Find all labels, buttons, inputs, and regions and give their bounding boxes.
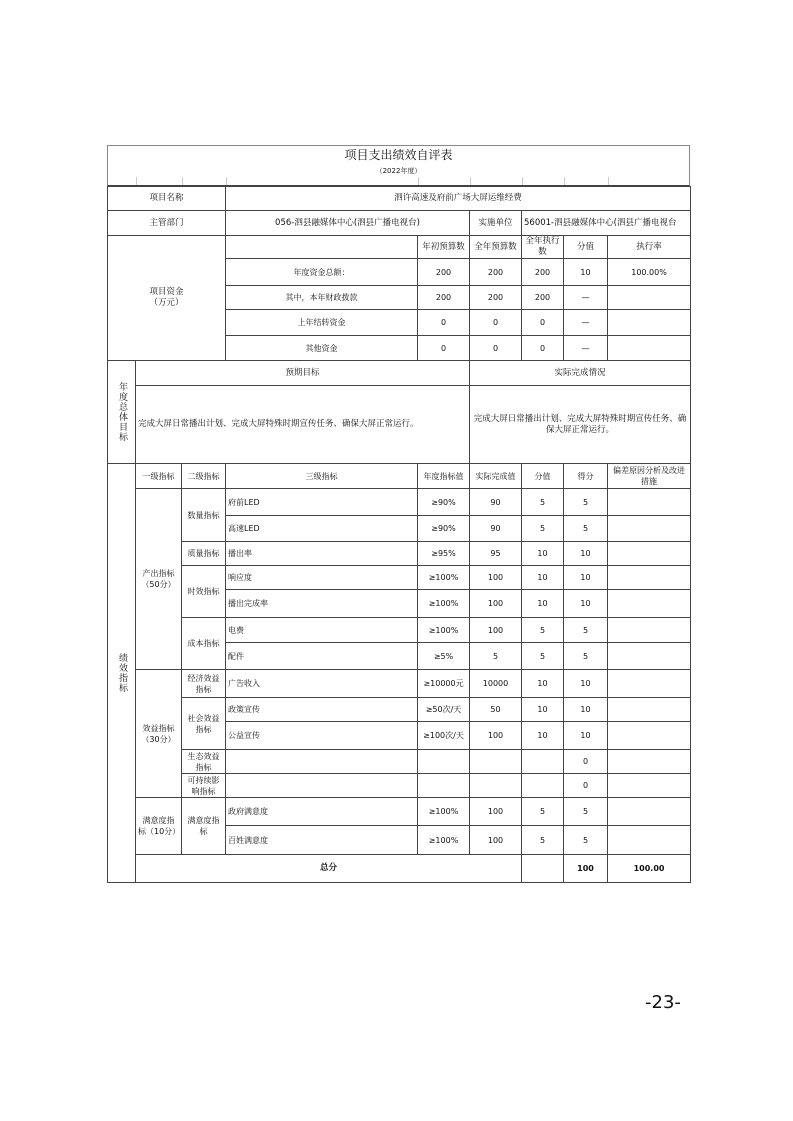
indicator-header: 二级指标 — [182, 464, 226, 489]
score-value: 5 — [522, 618, 564, 643]
indicator-header: 三级指标 — [226, 464, 418, 489]
total-blank — [522, 855, 564, 883]
score-value — [522, 750, 564, 774]
funds-row-name: 上年结转资金 — [226, 310, 418, 336]
got-value: 5 — [564, 618, 608, 643]
funds-cell: 200 — [418, 259, 470, 286]
target-value: ≥90% — [418, 516, 470, 542]
page-number: -23- — [645, 992, 681, 1013]
deviation-cell — [608, 489, 691, 516]
score-value: 5 — [522, 798, 564, 826]
target-value — [418, 774, 470, 798]
target-value — [418, 750, 470, 774]
deviation-cell — [608, 798, 691, 826]
target-value: ≥100% — [418, 618, 470, 643]
got-value: 10 — [564, 698, 608, 722]
level3-name: 百姓满意度 — [226, 826, 418, 855]
funds-cell: 0 — [522, 336, 564, 361]
level3-name: 播出率 — [226, 542, 418, 566]
indicator-header: 偏差原因分析及改进措施 — [608, 464, 691, 489]
indicators-side-label: 绩效指标 — [108, 464, 136, 883]
dept-value: 056-泗县融媒体中心(泗县广播电视台) — [226, 211, 470, 236]
deviation-cell — [608, 566, 691, 590]
deviation-cell — [608, 826, 691, 855]
actual-value: 100 — [470, 826, 522, 855]
funds-cell: 200 — [470, 286, 522, 310]
score-value: 10 — [522, 670, 564, 698]
deviation-cell — [608, 750, 691, 774]
indicator-header: 分值 — [522, 464, 564, 489]
total-got: 100.00 — [608, 855, 691, 883]
score-value — [522, 774, 564, 798]
level2-economic: 经济效益 指标 — [182, 670, 226, 698]
funds-cell: 200 — [522, 259, 564, 286]
got-value: 5 — [564, 798, 608, 826]
funds-cell: 0 — [522, 310, 564, 336]
level2-social: 社会效益 指标 — [182, 698, 226, 750]
actual-goal-label: 实际完成情况 — [470, 361, 691, 386]
impl-label: 实施单位 — [470, 211, 522, 236]
score-value: 10 — [522, 542, 564, 566]
evaluation-sheet — [107, 145, 690, 883]
deviation-cell — [608, 542, 691, 566]
score-value: 5 — [522, 489, 564, 516]
score-value: 5 — [522, 516, 564, 542]
sheet-year: （2022年度） — [107, 165, 690, 177]
expected-goal-label: 预期目标 — [136, 361, 470, 386]
level3-name: 播出完成率 — [226, 590, 418, 618]
funds-row-name: 其中，本年财政拨款 — [226, 286, 418, 310]
got-value: 5 — [564, 516, 608, 542]
deviation-cell — [608, 670, 691, 698]
funds-cell — [608, 286, 691, 310]
actual-value: 10000 — [470, 670, 522, 698]
level3-name: 电费 — [226, 618, 418, 643]
target-value: ≥100% — [418, 566, 470, 590]
actual-value: 95 — [470, 542, 522, 566]
got-value: 10 — [564, 722, 608, 750]
deviation-cell — [608, 516, 691, 542]
level1-satisfaction: 满意度指 标（10分） — [136, 798, 182, 855]
funds-cell: 0 — [418, 310, 470, 336]
level1-output: 产出指标 （50分） — [136, 489, 182, 670]
funds-cell: 0 — [470, 310, 522, 336]
deviation-cell — [608, 698, 691, 722]
actual-value: 100 — [470, 618, 522, 643]
got-value: 5 — [564, 826, 608, 855]
funds-cell: 0 — [418, 336, 470, 361]
level3-name: 广告收入 — [226, 670, 418, 698]
got-value: 10 — [564, 590, 608, 618]
funds-header: 全年预算数 — [470, 236, 522, 259]
funds-cell: 200 — [470, 259, 522, 286]
score-value: 10 — [522, 590, 564, 618]
actual-value: 90 — [470, 516, 522, 542]
level3-name: 政策宣传 — [226, 698, 418, 722]
impl-value: 56001-泗县融媒体中心(泗县广播电视台 — [522, 211, 691, 236]
level3-name: 政府满意度 — [226, 798, 418, 826]
funds-cell: — — [564, 286, 608, 310]
funds-header: 年初预算数 — [418, 236, 470, 259]
total-label: 总分 — [136, 855, 522, 883]
deviation-cell — [608, 590, 691, 618]
indicator-header: 实际完成值 — [470, 464, 522, 489]
funds-cell: 100.00% — [608, 259, 691, 286]
goals-side-label: 年度总体目标 — [108, 361, 136, 464]
target-value: ≥5% — [418, 643, 470, 670]
target-value: ≥50次/天 — [418, 698, 470, 722]
funds-header-blank — [226, 236, 418, 259]
level3-name: 响应度 — [226, 566, 418, 590]
actual-value: 100 — [470, 798, 522, 826]
level2-quality: 质量指标 — [182, 542, 226, 566]
target-value: ≥100% — [418, 590, 470, 618]
score-value: 10 — [522, 566, 564, 590]
deviation-cell — [608, 618, 691, 643]
funds-row-name: 年度资金总额： — [226, 259, 418, 286]
target-value: ≥100% — [418, 798, 470, 826]
level3-name: 公益宣传 — [226, 722, 418, 750]
level3-name: 配件 — [226, 643, 418, 670]
funds-cell — [608, 310, 691, 336]
got-value: 10 — [564, 670, 608, 698]
got-value: 5 — [564, 643, 608, 670]
total-score: 100 — [564, 855, 608, 883]
funds-cell: 10 — [564, 259, 608, 286]
target-value: ≥100% — [418, 826, 470, 855]
funds-header: 分值 — [564, 236, 608, 259]
score-value: 10 — [522, 722, 564, 750]
sheet-title: 项目支出绩效自评表 — [107, 145, 690, 165]
actual-value — [470, 774, 522, 798]
actual-value: 90 — [470, 489, 522, 516]
level2-quantity: 数量指标 — [182, 489, 226, 542]
funds-cell — [608, 336, 691, 361]
expected-goal-text: 完成大屏日常播出计划、完成大屏特殊时期宣传任务、确保大屏正常运行。 — [136, 386, 470, 464]
actual-value: 50 — [470, 698, 522, 722]
got-value: 0 — [564, 774, 608, 798]
spreadsheet-grid-row — [107, 177, 690, 186]
funds-cell: — — [564, 310, 608, 336]
level2-timeliness: 时效指标 — [182, 566, 226, 618]
level3-name: 府前LED — [226, 489, 418, 516]
funds-header: 全年执行数 — [522, 236, 564, 259]
deviation-cell — [608, 643, 691, 670]
score-value: 10 — [522, 698, 564, 722]
funds-cell: 0 — [470, 336, 522, 361]
actual-value: 100 — [470, 590, 522, 618]
funds-row-name: 其他资金 — [226, 336, 418, 361]
level3-name — [226, 750, 418, 774]
indicator-header: 得分 — [564, 464, 608, 489]
score-value: 5 — [522, 826, 564, 855]
evaluation-table — [107, 186, 691, 883]
target-value: ≥10000元 — [418, 670, 470, 698]
indicator-header: 一级指标 — [136, 464, 182, 489]
got-value: 0 — [564, 750, 608, 774]
got-value: 5 — [564, 489, 608, 516]
funds-cell: 200 — [522, 286, 564, 310]
indicator-header: 年度指标值 — [418, 464, 470, 489]
level2-satisfaction: 满意度指 标 — [182, 798, 226, 855]
funds-cell: — — [564, 336, 608, 361]
dept-label: 主管部门 — [108, 211, 226, 236]
target-value: ≥95% — [418, 542, 470, 566]
funds-cell: 200 — [418, 286, 470, 310]
level1-benefit: 效益指标 （30分） — [136, 670, 182, 798]
level2-sustainable: 可持续影 响指标 — [182, 774, 226, 798]
deviation-cell — [608, 774, 691, 798]
target-value: ≥100次/天 — [418, 722, 470, 750]
actual-value: 100 — [470, 722, 522, 750]
funds-header: 执行率 — [608, 236, 691, 259]
actual-value — [470, 750, 522, 774]
got-value: 10 — [564, 542, 608, 566]
target-value: ≥90% — [418, 489, 470, 516]
project-name-label: 项目名称 — [108, 187, 226, 211]
project-name: 泗许高速及府前广场大屏运维经费 — [226, 187, 691, 211]
level2-cost: 成本指标 — [182, 618, 226, 670]
level2-ecological: 生态效益 指标 — [182, 750, 226, 774]
actual-goal-text: 完成大屏日常播出计划、完成大屏特殊时期宣传任务、确保大屏正常运行。 — [470, 386, 691, 464]
got-value: 10 — [564, 566, 608, 590]
level3-name: 高速LED — [226, 516, 418, 542]
deviation-cell — [608, 722, 691, 750]
funds-label: 项目资金 （万元） — [108, 236, 226, 361]
actual-value: 100 — [470, 566, 522, 590]
score-value: 5 — [522, 643, 564, 670]
actual-value: 5 — [470, 643, 522, 670]
level3-name — [226, 774, 418, 798]
